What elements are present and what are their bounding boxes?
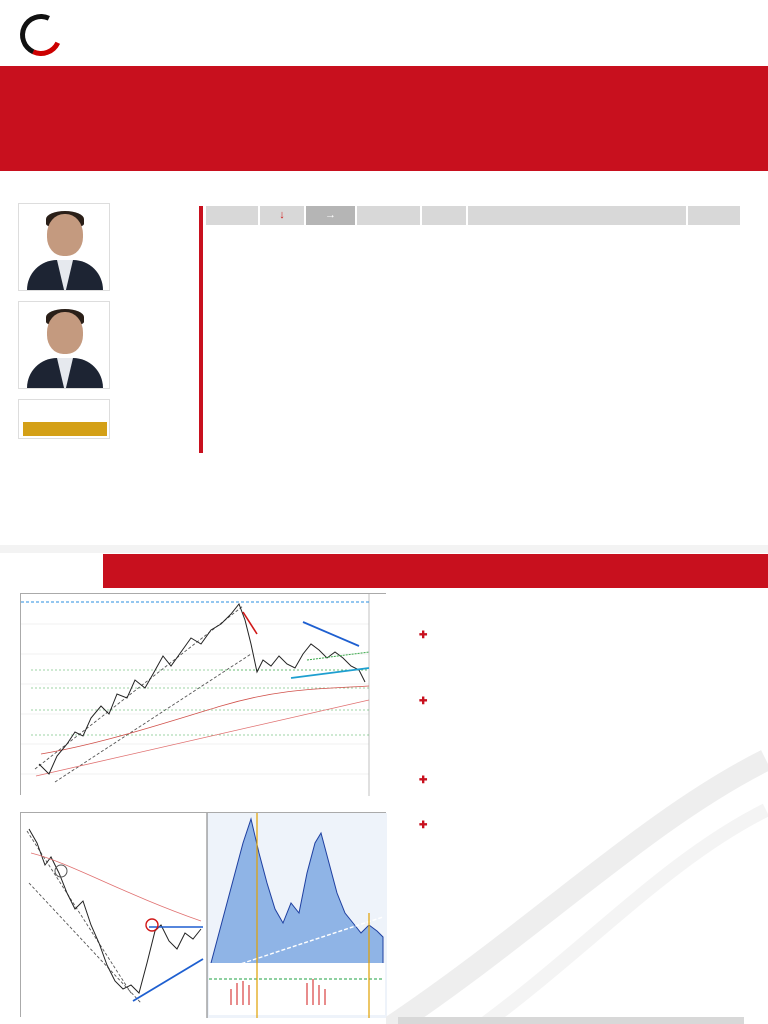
table-row (206, 206, 742, 225)
cell-obj (468, 206, 686, 225)
eurusd-chart (20, 593, 386, 795)
section-banner (103, 554, 768, 588)
page-header (0, 0, 768, 66)
plus-icon: ✚ (419, 696, 428, 707)
select-link-row (417, 901, 429, 910)
logo-ring-icon (14, 8, 68, 62)
plus-icon: ✚ (419, 820, 428, 831)
table-accent-bar (199, 206, 203, 453)
disclaimer (20, 473, 130, 474)
award-badge (18, 399, 110, 439)
cell-entry (422, 206, 466, 225)
analyst-photo (18, 301, 110, 389)
arrow-down-icon: ↓ (260, 206, 304, 225)
arrow-right-icon: → (306, 206, 355, 225)
analysts-column (18, 203, 112, 441)
cell-strategy (357, 206, 420, 225)
title-banner (0, 66, 768, 171)
plus-icon: ✚ (419, 630, 428, 641)
bottom-table-row (398, 1017, 744, 1024)
section-tab (0, 554, 103, 588)
cell-stop (688, 206, 740, 225)
decorative-swoosh (386, 740, 768, 1024)
usd-index-chart (20, 812, 386, 1017)
plus-icon: ✚ (419, 775, 428, 786)
analyst-photo (18, 203, 110, 291)
page-separator (0, 545, 768, 553)
cell-market (206, 206, 258, 225)
mig-bank-logo (18, 10, 188, 60)
